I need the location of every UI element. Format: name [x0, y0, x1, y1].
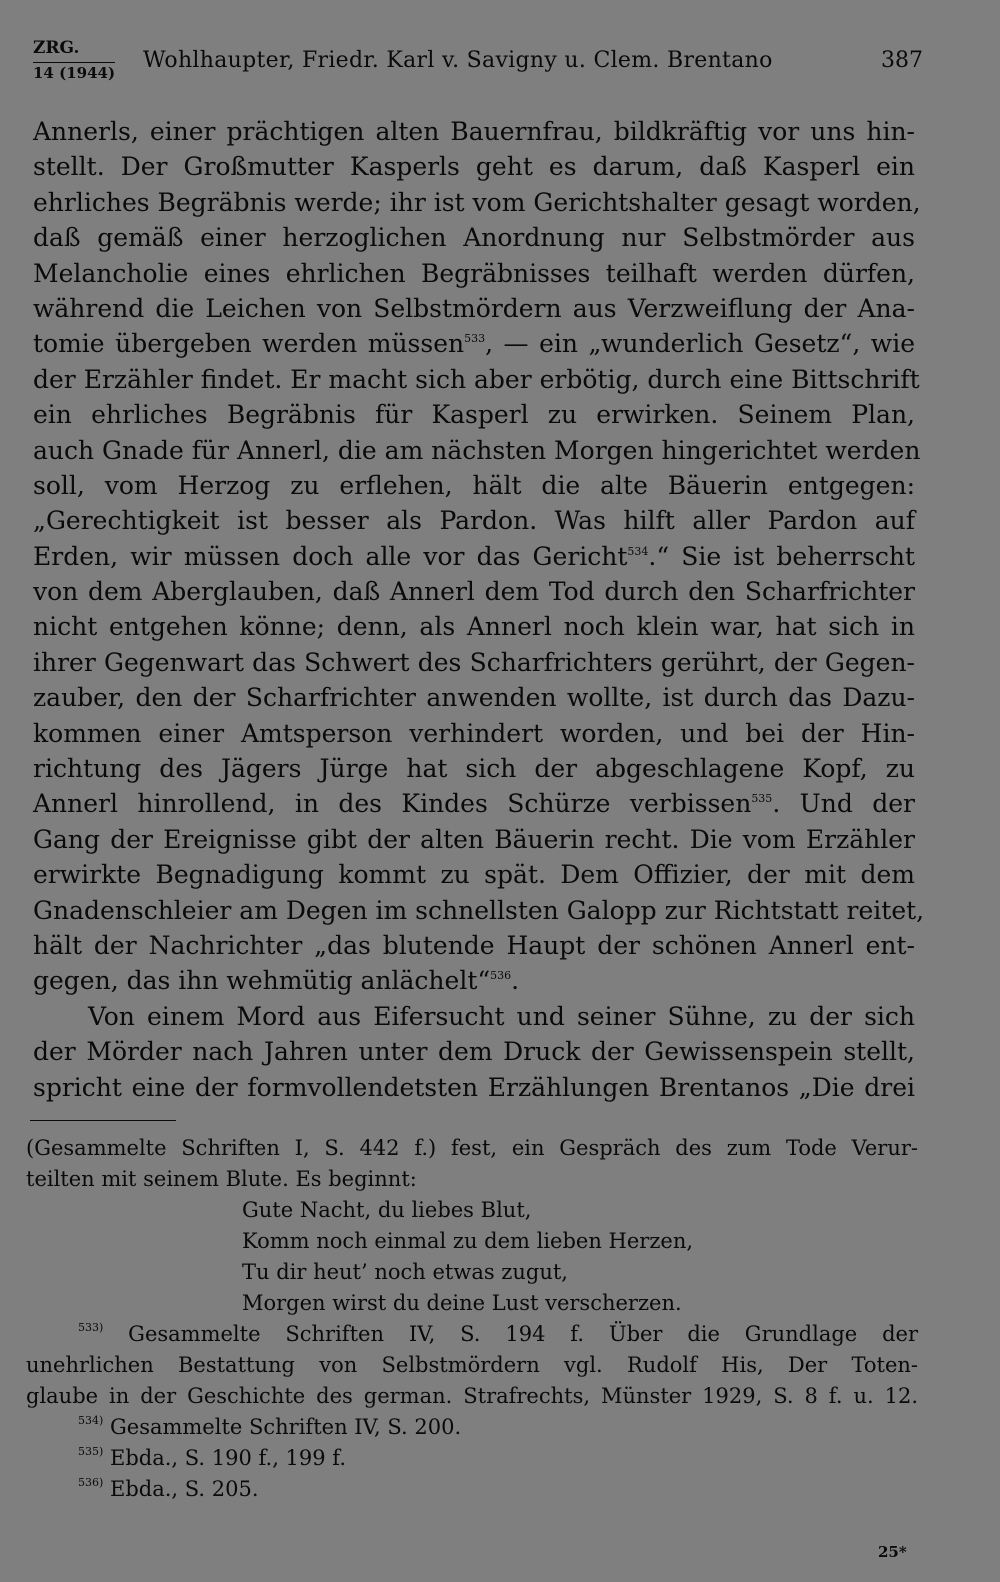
text-line: der Mörder nach Jahren unter dem Druck der Gewissenspein stellt, [33, 1037, 915, 1067]
line-text: tomie übergeben werden müssen [33, 329, 465, 359]
verse-line: Morgen wirst du deine Lust verscherzen. [242, 1291, 682, 1315]
text-line: richtung des Jägers Jürge hat sich der abgeschlagene Kopf, zu [33, 754, 915, 784]
text-line: hält der Nachrichter „das blutende Haupt der schönen Annerl ent- [33, 930, 915, 960]
text-line: ihrer Gegenwart das Schwert des Scharfrichters gerührt, der Gegen- [33, 647, 915, 677]
text-line: stellt. Der Großmutter Kasperls geht es darum, daß Kasperl ein [33, 152, 915, 182]
footnote-ref[interactable]: 534 [627, 544, 649, 558]
line-text: .“ Sie ist beherrscht [648, 541, 915, 571]
text-line: spricht eine der formvollendetsten Erzählungen Brentanos „Die drei [33, 1072, 915, 1102]
footnote-ref[interactable]: 533 [464, 332, 486, 346]
footnote-text: Ebda., S. 205. [109, 1477, 259, 1501]
footnote-number: 534) [78, 1414, 104, 1427]
text-line: auch Gnade für Annerl, die am nächsten Morgen hingerichtet werden [33, 435, 921, 465]
footnote-536 [26, 1474, 918, 1505]
line-text: gegen, das ihn wehmütig anlächelt“ [33, 966, 491, 996]
text-line: zauber, den der Scharfrichter anwenden wollte, ist durch das Dazu- [33, 683, 915, 713]
footnote-535 [26, 1443, 918, 1474]
footnote-533 [26, 1319, 918, 1350]
text-line: soll, vom Herzog zu erflehen, hält die alte Bäuerin entgegen: [33, 470, 915, 500]
footnote-continuation: (Gesammelte Schriften I, S. 442 f.) fest, ein Gespräch des zum Tode Verur- [26, 1136, 918, 1160]
footnote-ref[interactable]: 535 [751, 792, 773, 806]
text-line: Gang der Ereignisse gibt der alten Bäuerin recht. Die vom Erzähler [33, 824, 915, 854]
text-line: während die Leichen von Selbstmördern aus Verzweiflung der Ana- [33, 293, 915, 323]
signature-mark: 25* [878, 1543, 907, 1561]
footnote-text: Ebda., S. 190 f., 199 f. [109, 1446, 346, 1470]
line-text: . Und der [772, 789, 916, 819]
footnote-534 [26, 1412, 918, 1443]
line-text: Annerl hinrollend, in des Kindes Schürze verbissen [33, 789, 752, 819]
footnote-text: unehrlichen Bestattung von Selbstmördern vgl. Rudolf His, Der Toten- [26, 1353, 918, 1377]
line-text: , — ein „wunderlich Gesetz“, wie [485, 329, 915, 359]
footnote-text: Gesammelte Schriften IV, S. 200. [109, 1415, 462, 1439]
text-line: Annerls, einer prächtigen alten Bauernfrau, bildkräftig vor uns hin- [33, 117, 915, 146]
footnote-number: 535) [78, 1445, 104, 1458]
journal-abbreviation: ZRG. [33, 38, 80, 58]
verse-line: Komm noch einmal zu dem lieben Herzen, [242, 1229, 694, 1253]
running-title: Wohlhaupter, Friedr. Karl v. Savigny u. Clem. Brentano [143, 48, 773, 73]
text-line: „Gerechtigkeit ist besser als Pardon. Was hilft aller Pardon auf [33, 506, 915, 536]
verse-line: Tu dir heut’ noch etwas zugut, [242, 1260, 568, 1284]
text-line [33, 326, 915, 361]
text-line [33, 786, 915, 821]
text-line: ehrliches Begräbnis werde; ihr ist vom Gerichtshalter gesagt worden, [33, 187, 921, 217]
text-line: Melancholie eines ehrlichen Begräbnisses teilhaft werden dürfen, [33, 258, 915, 288]
text-line: ein ehrliches Begräbnis für Kasperl zu erwirken. Seinem Plan, [33, 400, 915, 430]
footnote-text: Gesammelte Schriften IV, S. 194 f. Über die Grundlage der [128, 1322, 918, 1346]
text-line: daß gemäß einer herzoglichen Anordnung nur Selbstmörder aus [33, 223, 915, 253]
text-line: nicht entgehen könne; denn, als Annerl noch klein war, hat sich in [33, 612, 915, 642]
line-text: . [511, 966, 520, 996]
page-number: 387 [881, 48, 923, 73]
text-line: kommen einer Amtsperson verhindert worden, und bei der Hin- [33, 718, 915, 748]
footnote-number: 533) [78, 1321, 104, 1334]
journal-issue: 14 (1944) [33, 64, 116, 82]
text-line [33, 539, 915, 574]
page-header [33, 38, 923, 88]
verse-line: Gute Nacht, du liebes Blut, [242, 1198, 532, 1222]
footnote-separator [30, 1120, 176, 1121]
text-line: Von einem Mord aus Eifersucht und seiner Sühne, zu der sich [88, 1001, 915, 1031]
footnote-continuation: teilten mit seinem Blute. Es beginnt: [26, 1167, 417, 1191]
line-text: Erden, wir müssen doch alle vor das Gericht [33, 541, 628, 571]
text-line: der Erzähler findet. Er macht sich aber erbötig, durch eine Bittschrift [33, 364, 920, 394]
footnotes [26, 1133, 918, 1505]
text-line [33, 963, 915, 998]
footnote-number: 536) [78, 1476, 104, 1489]
text-line: erwirkte Begnadigung kommt zu spät. Dem Offizier, der mit dem [33, 860, 915, 890]
text-line: von dem Aberglauben, daß Annerl dem Tod durch den Scharfrichter [33, 577, 915, 607]
main-text [33, 114, 925, 1105]
footnote-text: glaube in der Geschichte des german. Strafrechts, Münster 1929, S. 8 f. u. 12. [26, 1384, 918, 1408]
text-line: Gnadenschleier am Degen im schnellsten Galopp zur Richtstatt reitet, [33, 895, 925, 925]
footnote-ref[interactable]: 536 [490, 969, 512, 983]
